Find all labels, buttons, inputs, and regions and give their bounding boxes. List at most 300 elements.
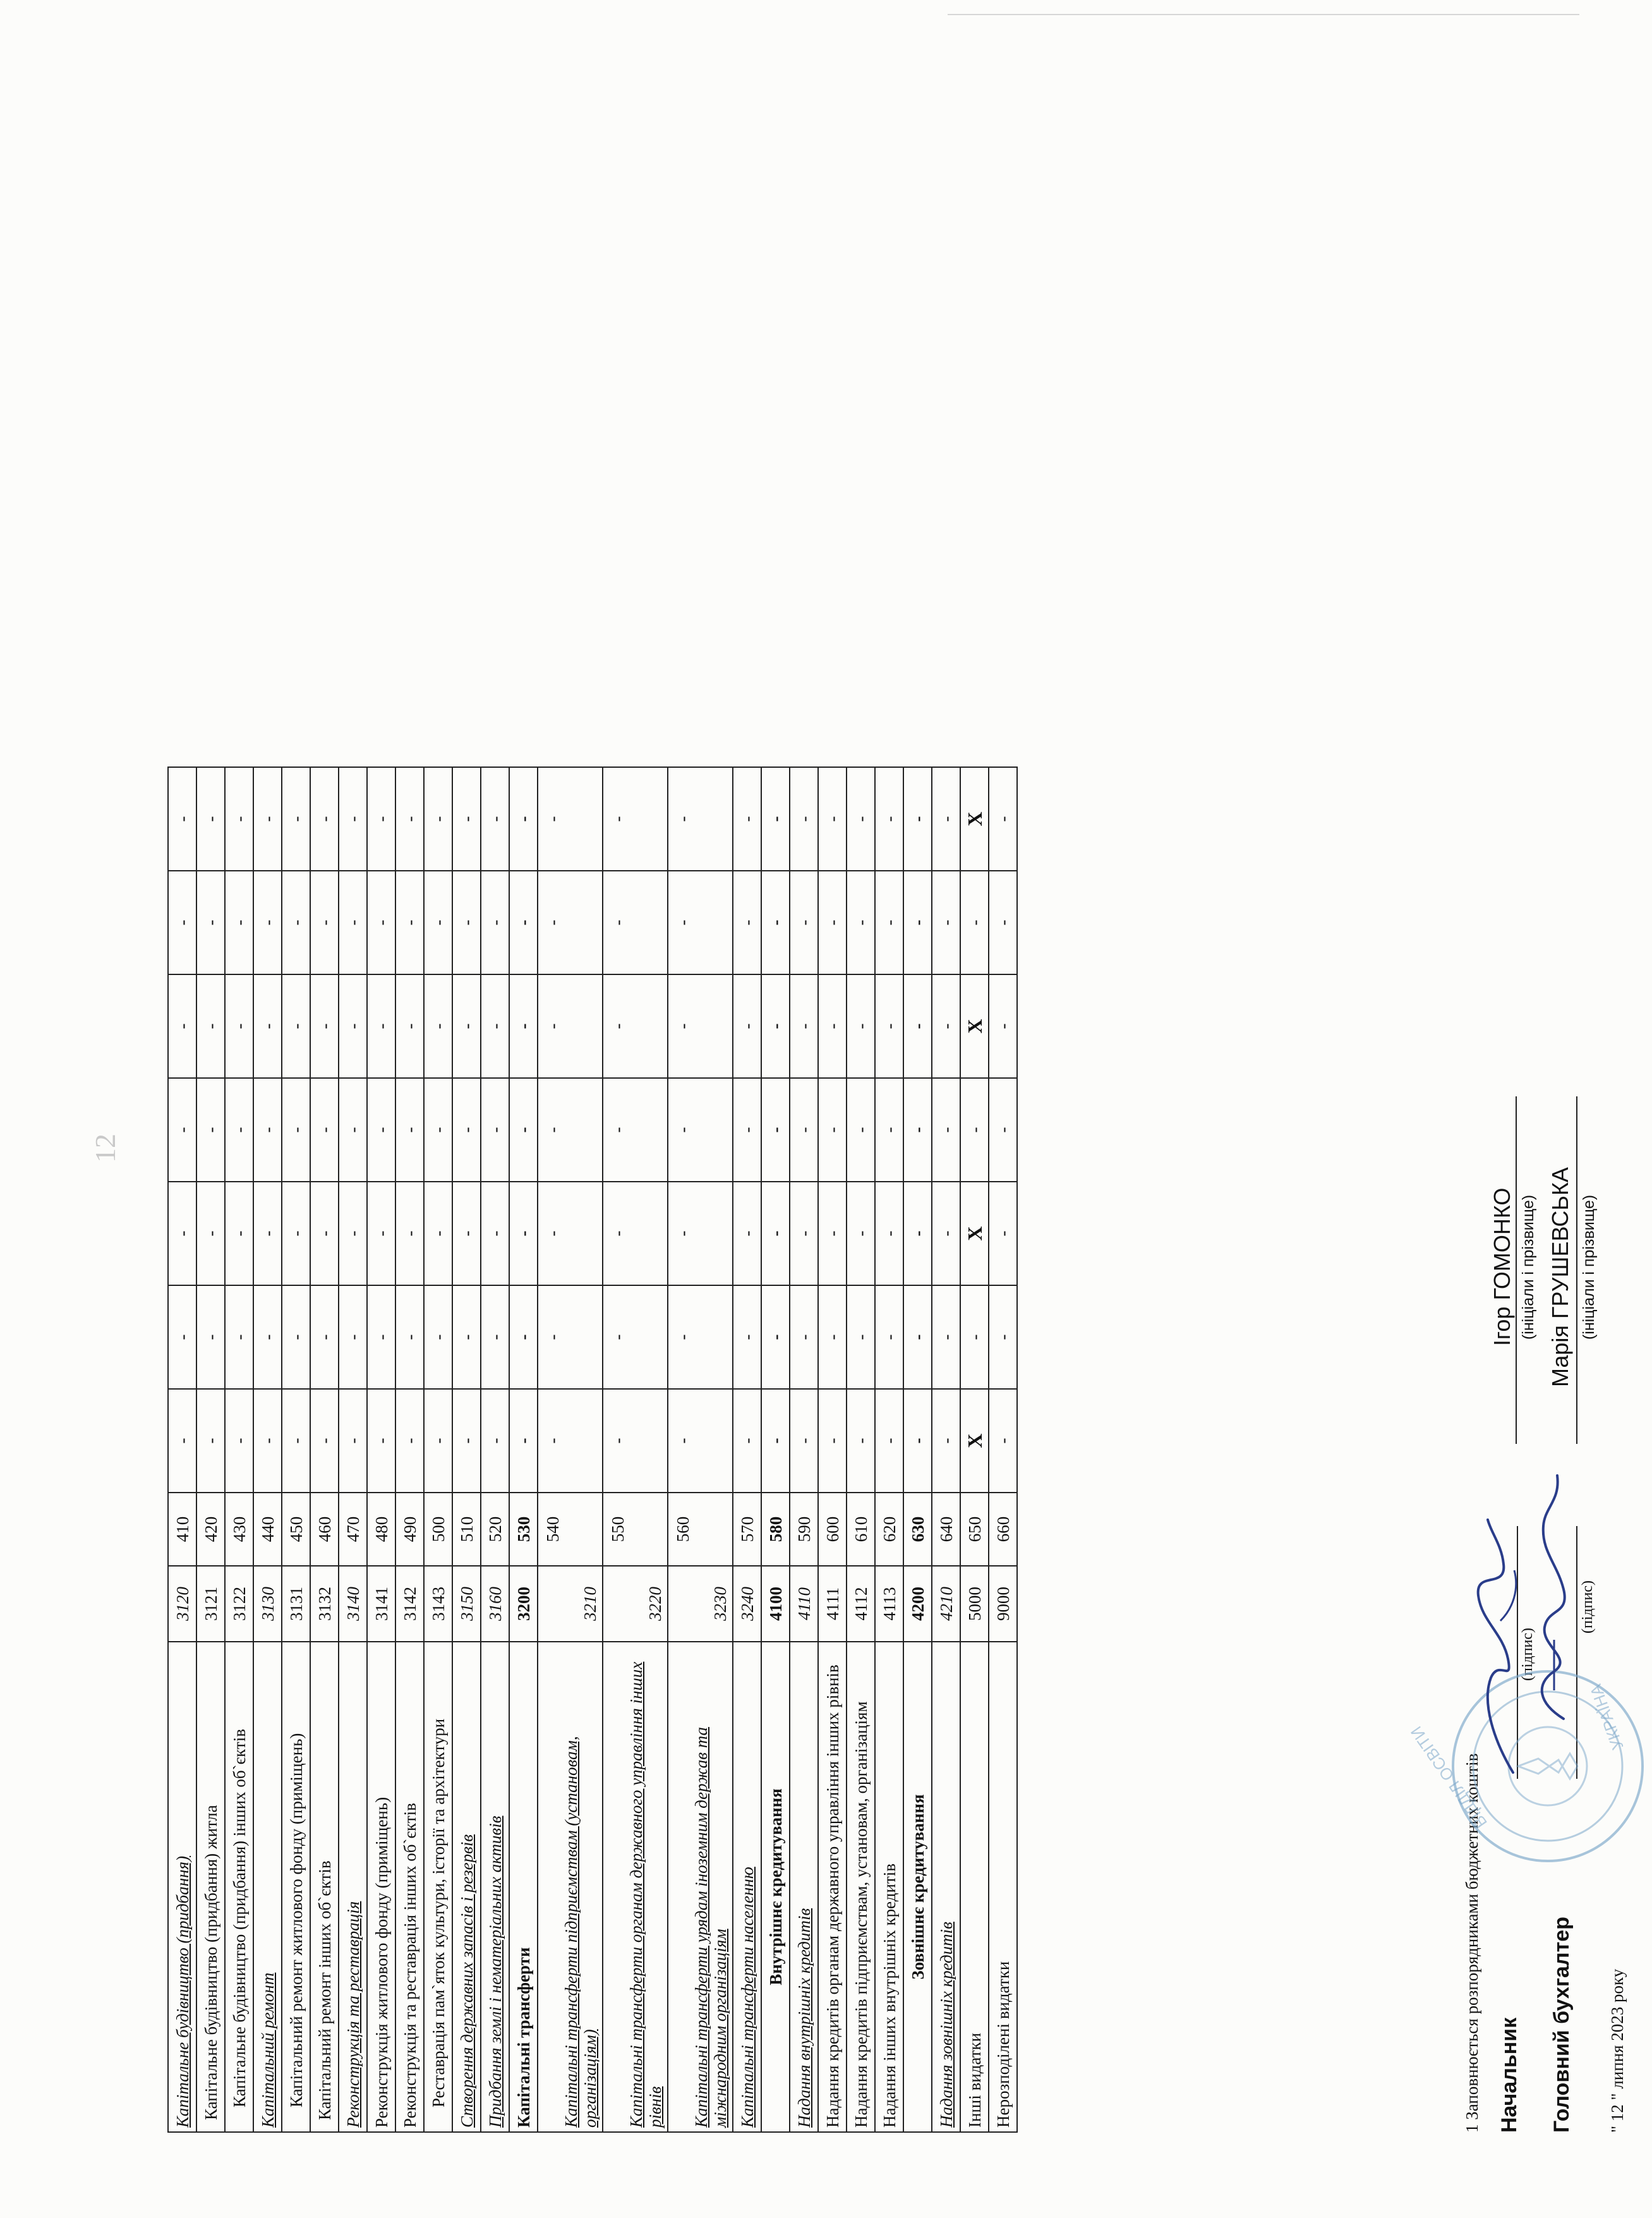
value-cell: - — [367, 1182, 395, 1285]
row-name: Надання внутрішніх кредитів — [794, 1908, 814, 2128]
value-cell: - — [253, 1182, 282, 1285]
value-cell: - — [282, 1285, 310, 1389]
value-cell: - — [367, 1285, 395, 1389]
accountant-sign-caption: (підпис) — [1579, 1580, 1596, 1633]
kekv-code-cell: 3200 — [509, 1566, 538, 1642]
kekv-code-cell: 4200 — [903, 1566, 932, 1642]
row-code-cell: 640 — [932, 1493, 960, 1566]
row-name: Надання кредитів підприємствам, установам, організаціям — [851, 1701, 871, 2128]
row-name: Надання інших внутрішніх кредитів — [879, 1863, 899, 2128]
row-name-cell — [875, 1642, 903, 2132]
value-cell: - — [903, 871, 932, 974]
value-cell: - — [875, 1389, 903, 1493]
row-name-cell — [603, 1642, 668, 2132]
row-name: Капітальне будівництво (придбання) житла — [201, 1805, 220, 2120]
value-cell: - — [790, 1389, 818, 1493]
value-cell: - — [989, 767, 1017, 871]
value-cell: - — [668, 767, 733, 871]
kekv-code-cell: 3122 — [225, 1566, 253, 1642]
value-cell: - — [225, 1389, 253, 1493]
value-cell: - — [761, 974, 790, 1078]
value-cell: - — [168, 1078, 196, 1182]
report-sheet — [167, 66, 1627, 2133]
accountant-signature — [1526, 1463, 1583, 1728]
value-cell: - — [395, 871, 424, 974]
row-name: Капітальне будівництво (придбання) — [172, 1855, 192, 2128]
value-cell: - — [225, 1078, 253, 1182]
value-cell: - — [225, 871, 253, 974]
value-cell: - — [452, 1389, 481, 1493]
row-name: Капітальні трансферти урядам іноземним держав та міжнародним організаціям — [692, 1726, 730, 2128]
value-cell: - — [761, 1078, 790, 1182]
value-cell: - — [603, 1285, 668, 1389]
value-cell: - — [733, 1182, 761, 1285]
row-code-cell: 450 — [282, 1493, 310, 1566]
table-row — [168, 767, 196, 2132]
value-cell: - — [452, 1078, 481, 1182]
row-code-cell: 610 — [847, 1493, 875, 1566]
value-cell: - — [196, 767, 225, 871]
row-name-cell — [395, 1642, 424, 2132]
table-row — [847, 767, 875, 2132]
row-name: Капітальний ремонт житлового фонду (приміщень) — [286, 1733, 306, 2107]
value-cell: - — [818, 1182, 847, 1285]
table-row — [481, 767, 509, 2132]
value-cell: - — [253, 767, 282, 871]
row-name: Капітальні трансферти підприємствам (установам, організаціям) — [562, 1736, 600, 2128]
kekv-code-cell: 3143 — [424, 1566, 452, 1642]
value-cell: - — [310, 1285, 339, 1389]
value-cell: - — [818, 1078, 847, 1182]
value-cell: - — [367, 1389, 395, 1493]
table-row — [538, 767, 603, 2132]
head-label: Начальник — [1497, 2017, 1521, 2133]
value-cell: - — [339, 767, 367, 871]
value-cell: - — [538, 871, 603, 974]
table-row — [960, 767, 989, 2132]
expenditure-table — [167, 767, 1018, 2133]
row-name-cell — [960, 1642, 989, 2132]
value-cell: - — [903, 1389, 932, 1493]
kekv-code-cell: 3220 — [603, 1566, 668, 1642]
value-cell: - — [538, 1078, 603, 1182]
row-name-cell — [310, 1642, 339, 2132]
kekv-code-cell: 4111 — [818, 1566, 847, 1642]
row-code-cell: 410 — [168, 1493, 196, 1566]
value-cell: - — [903, 1285, 932, 1389]
value-cell: - — [668, 1182, 733, 1285]
value-cell: - — [790, 767, 818, 871]
value-cell: - — [761, 1285, 790, 1389]
value-cell: - — [196, 1078, 225, 1182]
value-cell: - — [989, 871, 1017, 974]
row-code-cell: 440 — [253, 1493, 282, 1566]
row-code-cell: 600 — [818, 1493, 847, 1566]
value-cell: X — [960, 1182, 989, 1285]
value-cell: - — [367, 1078, 395, 1182]
stamp-text-top: ВІДДІЛ ОСВІТИ — [1406, 1723, 1491, 1832]
value-cell: - — [509, 1182, 538, 1285]
table-row — [367, 767, 395, 2132]
value-cell: - — [733, 1389, 761, 1493]
value-cell: - — [903, 1182, 932, 1285]
value-cell: - — [509, 767, 538, 871]
table-row — [818, 767, 847, 2132]
kekv-code-cell: 3120 — [168, 1566, 196, 1642]
value-cell: - — [818, 974, 847, 1078]
kekv-code-cell: 3140 — [339, 1566, 367, 1642]
kekv-code-cell: 4113 — [875, 1566, 903, 1642]
kekv-code-cell: 3142 — [395, 1566, 424, 1642]
row-name: Капітальні трансферти органам державного управління інших рівнів — [627, 1661, 665, 2128]
row-code-cell: 620 — [875, 1493, 903, 1566]
value-cell: - — [282, 1389, 310, 1493]
row-code-cell: 460 — [310, 1493, 339, 1566]
value-cell: - — [282, 1182, 310, 1285]
value-cell: - — [452, 1285, 481, 1389]
value-cell: - — [253, 871, 282, 974]
value-cell: - — [818, 1285, 847, 1389]
value-cell: - — [310, 974, 339, 1078]
row-name: Капітальне будівництво (придбання) інших об`єктів — [229, 1729, 249, 2107]
row-code-cell: 630 — [903, 1493, 932, 1566]
value-cell: - — [395, 974, 424, 1078]
value-cell: X — [960, 1389, 989, 1493]
value-cell: - — [668, 871, 733, 974]
row-name-cell — [818, 1642, 847, 2132]
row-code-cell: 560 — [668, 1493, 733, 1566]
row-name: Капітальні трансферти населенню — [737, 1867, 757, 2128]
kekv-code-cell: 4112 — [847, 1566, 875, 1642]
value-cell: - — [668, 974, 733, 1078]
value-cell: - — [253, 1078, 282, 1182]
value-cell: - — [603, 1182, 668, 1285]
table-row — [509, 767, 538, 2132]
value-cell: - — [932, 1078, 960, 1182]
row-code-cell: 580 — [761, 1493, 790, 1566]
row-name: Надання кредитів органам державного управління інших рівнів — [823, 1664, 842, 2128]
kekv-code-cell: 3132 — [310, 1566, 339, 1642]
kekv-code-cell: 3240 — [733, 1566, 761, 1642]
row-name: Зовнішнє кредитування — [908, 1794, 927, 1980]
value-cell: - — [395, 1389, 424, 1493]
value-cell: - — [989, 1285, 1017, 1389]
row-code-cell: 520 — [481, 1493, 509, 1566]
value-cell: - — [253, 1389, 282, 1493]
table-row — [733, 767, 761, 2132]
kekv-code-cell: 4210 — [932, 1566, 960, 1642]
value-cell: - — [761, 871, 790, 974]
value-cell: - — [989, 1182, 1017, 1285]
row-name-cell — [196, 1642, 225, 2132]
row-name: Реконструкція та реставрація — [343, 1901, 363, 2128]
row-code-cell: 480 — [367, 1493, 395, 1566]
value-cell: X — [960, 767, 989, 871]
value-cell: - — [603, 974, 668, 1078]
value-cell: - — [310, 871, 339, 974]
value-cell: - — [847, 974, 875, 1078]
kekv-code-cell: 3121 — [196, 1566, 225, 1642]
value-cell: - — [733, 1078, 761, 1182]
row-code-cell: 540 — [538, 1493, 603, 1566]
value-cell: - — [395, 1285, 424, 1389]
value-cell: - — [761, 1389, 790, 1493]
row-name-cell — [168, 1642, 196, 2132]
value-cell: - — [339, 871, 367, 974]
value-cell: - — [509, 1285, 538, 1389]
head-sign-caption: (підпис) — [1519, 1627, 1536, 1681]
row-code-cell: 500 — [424, 1493, 452, 1566]
table-row — [395, 767, 424, 2132]
row-name-cell — [367, 1642, 395, 2132]
stamp-text-mid: УКРАЇНА — [1586, 1682, 1627, 1753]
value-cell: - — [196, 871, 225, 974]
value-cell: - — [481, 1389, 509, 1493]
value-cell: - — [818, 871, 847, 974]
value-cell: - — [875, 871, 903, 974]
value-cell: - — [875, 974, 903, 1078]
value-cell: - — [903, 1078, 932, 1182]
value-cell: - — [733, 974, 761, 1078]
value-cell: - — [733, 1285, 761, 1389]
value-cell: - — [339, 1078, 367, 1182]
value-cell: - — [395, 1182, 424, 1285]
table-row — [196, 767, 225, 2132]
value-cell: - — [282, 974, 310, 1078]
value-cell: - — [310, 1078, 339, 1182]
value-cell: - — [225, 767, 253, 871]
row-code-cell: 490 — [395, 1493, 424, 1566]
table-row — [668, 767, 733, 2132]
value-cell: - — [538, 1182, 603, 1285]
value-cell: - — [847, 1389, 875, 1493]
value-cell: - — [225, 1182, 253, 1285]
kekv-code-cell: 4110 — [790, 1566, 818, 1642]
accountant-name-line — [1576, 1096, 1577, 1444]
value-cell: - — [875, 1285, 903, 1389]
value-cell: - — [168, 974, 196, 1078]
value-cell: - — [903, 974, 932, 1078]
head-name: Ігор ГОМОНКО — [1489, 1187, 1515, 1346]
row-name-cell — [424, 1642, 452, 2132]
kekv-code-cell: 3230 — [668, 1566, 733, 1642]
accountant-name-caption: (ініціали і прізвище) — [1580, 1194, 1598, 1340]
value-cell: - — [538, 1389, 603, 1493]
row-name-cell — [790, 1642, 818, 2132]
value-cell: - — [960, 1078, 989, 1182]
table-row — [875, 767, 903, 2132]
row-code-cell: 550 — [603, 1493, 668, 1566]
value-cell: - — [225, 974, 253, 1078]
table-row — [424, 767, 452, 2132]
value-cell: - — [168, 1389, 196, 1493]
value-cell: - — [452, 974, 481, 1078]
value-cell: - — [452, 1182, 481, 1285]
value-cell: - — [668, 1389, 733, 1493]
value-cell: - — [960, 871, 989, 974]
head-name-line — [1516, 1096, 1517, 1444]
kekv-code-cell: 3150 — [452, 1566, 481, 1642]
row-name: Внутрішнє кредитування — [766, 1788, 785, 1985]
value-cell: - — [424, 1078, 452, 1182]
value-cell: - — [168, 1182, 196, 1285]
value-cell: - — [903, 767, 932, 871]
value-cell: - — [875, 1078, 903, 1182]
value-cell: - — [989, 1078, 1017, 1182]
value-cell: - — [875, 1182, 903, 1285]
kekv-code-cell: 5000 — [960, 1566, 989, 1642]
value-cell: - — [481, 871, 509, 974]
value-cell: - — [253, 1285, 282, 1389]
value-cell: - — [310, 767, 339, 871]
value-cell: - — [481, 1285, 509, 1389]
value-cell: - — [339, 974, 367, 1078]
row-name: Реконструкція та реставрація інших об`єктів — [400, 1803, 419, 2128]
kekv-code-cell: 3141 — [367, 1566, 395, 1642]
value-cell: - — [367, 871, 395, 974]
head-signature — [1469, 1513, 1526, 1779]
value-cell: - — [339, 1285, 367, 1389]
value-cell: - — [538, 974, 603, 1078]
value-cell: - — [538, 767, 603, 871]
value-cell: - — [509, 974, 538, 1078]
row-name-cell — [847, 1642, 875, 2132]
value-cell: - — [932, 1182, 960, 1285]
row-code-cell: 530 — [509, 1493, 538, 1566]
value-cell: - — [168, 767, 196, 871]
footnote: 1 Заповнюється розпорядниками бюджетних коштів — [1462, 1753, 1481, 2133]
value-cell: - — [790, 1182, 818, 1285]
value-cell: - — [452, 767, 481, 871]
row-name: Надання зовнішніх кредитів — [936, 1922, 956, 2128]
row-name-cell — [253, 1642, 282, 2132]
value-cell: - — [168, 871, 196, 974]
row-name-cell — [668, 1642, 733, 2132]
value-cell: - — [761, 767, 790, 871]
value-cell: - — [282, 767, 310, 871]
kekv-code-cell: 3210 — [538, 1566, 603, 1642]
value-cell: - — [424, 974, 452, 1078]
table-row — [903, 767, 932, 2132]
row-name: Реставрація пам`яток культури, історії та архітектури — [428, 1718, 448, 2107]
value-cell: - — [481, 1182, 509, 1285]
value-cell: - — [538, 1285, 603, 1389]
row-name: Створення державних запасів і резервів — [457, 1834, 476, 2128]
table-row — [790, 767, 818, 2132]
value-cell: - — [761, 1182, 790, 1285]
value-cell: - — [932, 1389, 960, 1493]
value-cell: - — [790, 1078, 818, 1182]
table-row — [282, 767, 310, 2132]
row-name-cell — [339, 1642, 367, 2132]
value-cell: - — [509, 871, 538, 974]
value-cell: - — [225, 1285, 253, 1389]
value-cell: - — [339, 1182, 367, 1285]
value-cell: - — [481, 767, 509, 871]
value-cell: - — [481, 974, 509, 1078]
row-name: Нерозподілені видатки — [993, 1961, 1013, 2128]
row-name-cell — [932, 1642, 960, 2132]
page-corner-number: 12 — [89, 1134, 121, 1163]
value-cell: - — [395, 767, 424, 871]
value-cell: - — [790, 974, 818, 1078]
row-name: Придбання землі і нематеріальних активів — [485, 1815, 505, 2128]
value-cell: - — [932, 1285, 960, 1389]
value-cell: - — [668, 1078, 733, 1182]
value-cell: - — [395, 1078, 424, 1182]
value-cell: - — [196, 974, 225, 1078]
value-cell: - — [603, 1078, 668, 1182]
accountant-name: Марія ГРУШЕВСЬКА — [1547, 1167, 1573, 1387]
row-code-cell: 430 — [225, 1493, 253, 1566]
row-name: Інші видатки — [965, 2032, 984, 2128]
value-cell: - — [847, 1285, 875, 1389]
value-cell: - — [603, 1389, 668, 1493]
row-code-cell: 420 — [196, 1493, 225, 1566]
value-cell: - — [196, 1182, 225, 1285]
row-name: Реконструкція житлового фонду (приміщень) — [371, 1797, 391, 2128]
value-cell: - — [424, 767, 452, 871]
row-code-cell: 470 — [339, 1493, 367, 1566]
value-cell: - — [733, 767, 761, 871]
row-name: Капітальний ремонт — [258, 1972, 277, 2128]
value-cell: - — [509, 1389, 538, 1493]
value-cell: - — [424, 1285, 452, 1389]
value-cell: - — [509, 1078, 538, 1182]
row-code-cell: 510 — [452, 1493, 481, 1566]
value-cell: - — [932, 767, 960, 871]
value-cell: - — [603, 871, 668, 974]
table-row — [253, 767, 282, 2132]
table-row — [932, 767, 960, 2132]
row-name-cell — [509, 1642, 538, 2132]
kekv-code-cell: 3131 — [282, 1566, 310, 1642]
scan-artifact-line — [948, 14, 1579, 15]
value-cell: - — [733, 871, 761, 974]
value-cell: - — [424, 871, 452, 974]
value-cell: X — [960, 974, 989, 1078]
value-cell: - — [668, 1285, 733, 1389]
head-name-caption: (ініціали і прізвище) — [1519, 1194, 1537, 1340]
value-cell: - — [367, 974, 395, 1078]
value-cell: - — [310, 1389, 339, 1493]
row-name: Капітальні трансферти — [514, 1947, 533, 2128]
table-row — [989, 767, 1017, 2132]
value-cell: - — [481, 1078, 509, 1182]
table-row — [310, 767, 339, 2132]
value-cell: - — [452, 871, 481, 974]
value-cell: - — [339, 1389, 367, 1493]
value-cell: - — [196, 1285, 225, 1389]
value-cell: - — [818, 767, 847, 871]
row-name: Капітальний ремонт інших об`єктів — [315, 1860, 334, 2120]
value-cell: - — [932, 974, 960, 1078]
value-cell: - — [847, 871, 875, 974]
row-name-cell — [282, 1642, 310, 2132]
value-cell: - — [847, 767, 875, 871]
value-cell: - — [960, 1285, 989, 1389]
row-code-cell: 650 — [960, 1493, 989, 1566]
value-cell: - — [282, 871, 310, 974]
row-code-cell: 660 — [989, 1493, 1017, 1566]
value-cell: - — [603, 767, 668, 871]
value-cell: - — [424, 1182, 452, 1285]
value-cell: - — [282, 1078, 310, 1182]
value-cell: - — [989, 974, 1017, 1078]
row-name-cell — [761, 1642, 790, 2132]
table-row — [225, 767, 253, 2132]
row-code-cell: 590 — [790, 1493, 818, 1566]
